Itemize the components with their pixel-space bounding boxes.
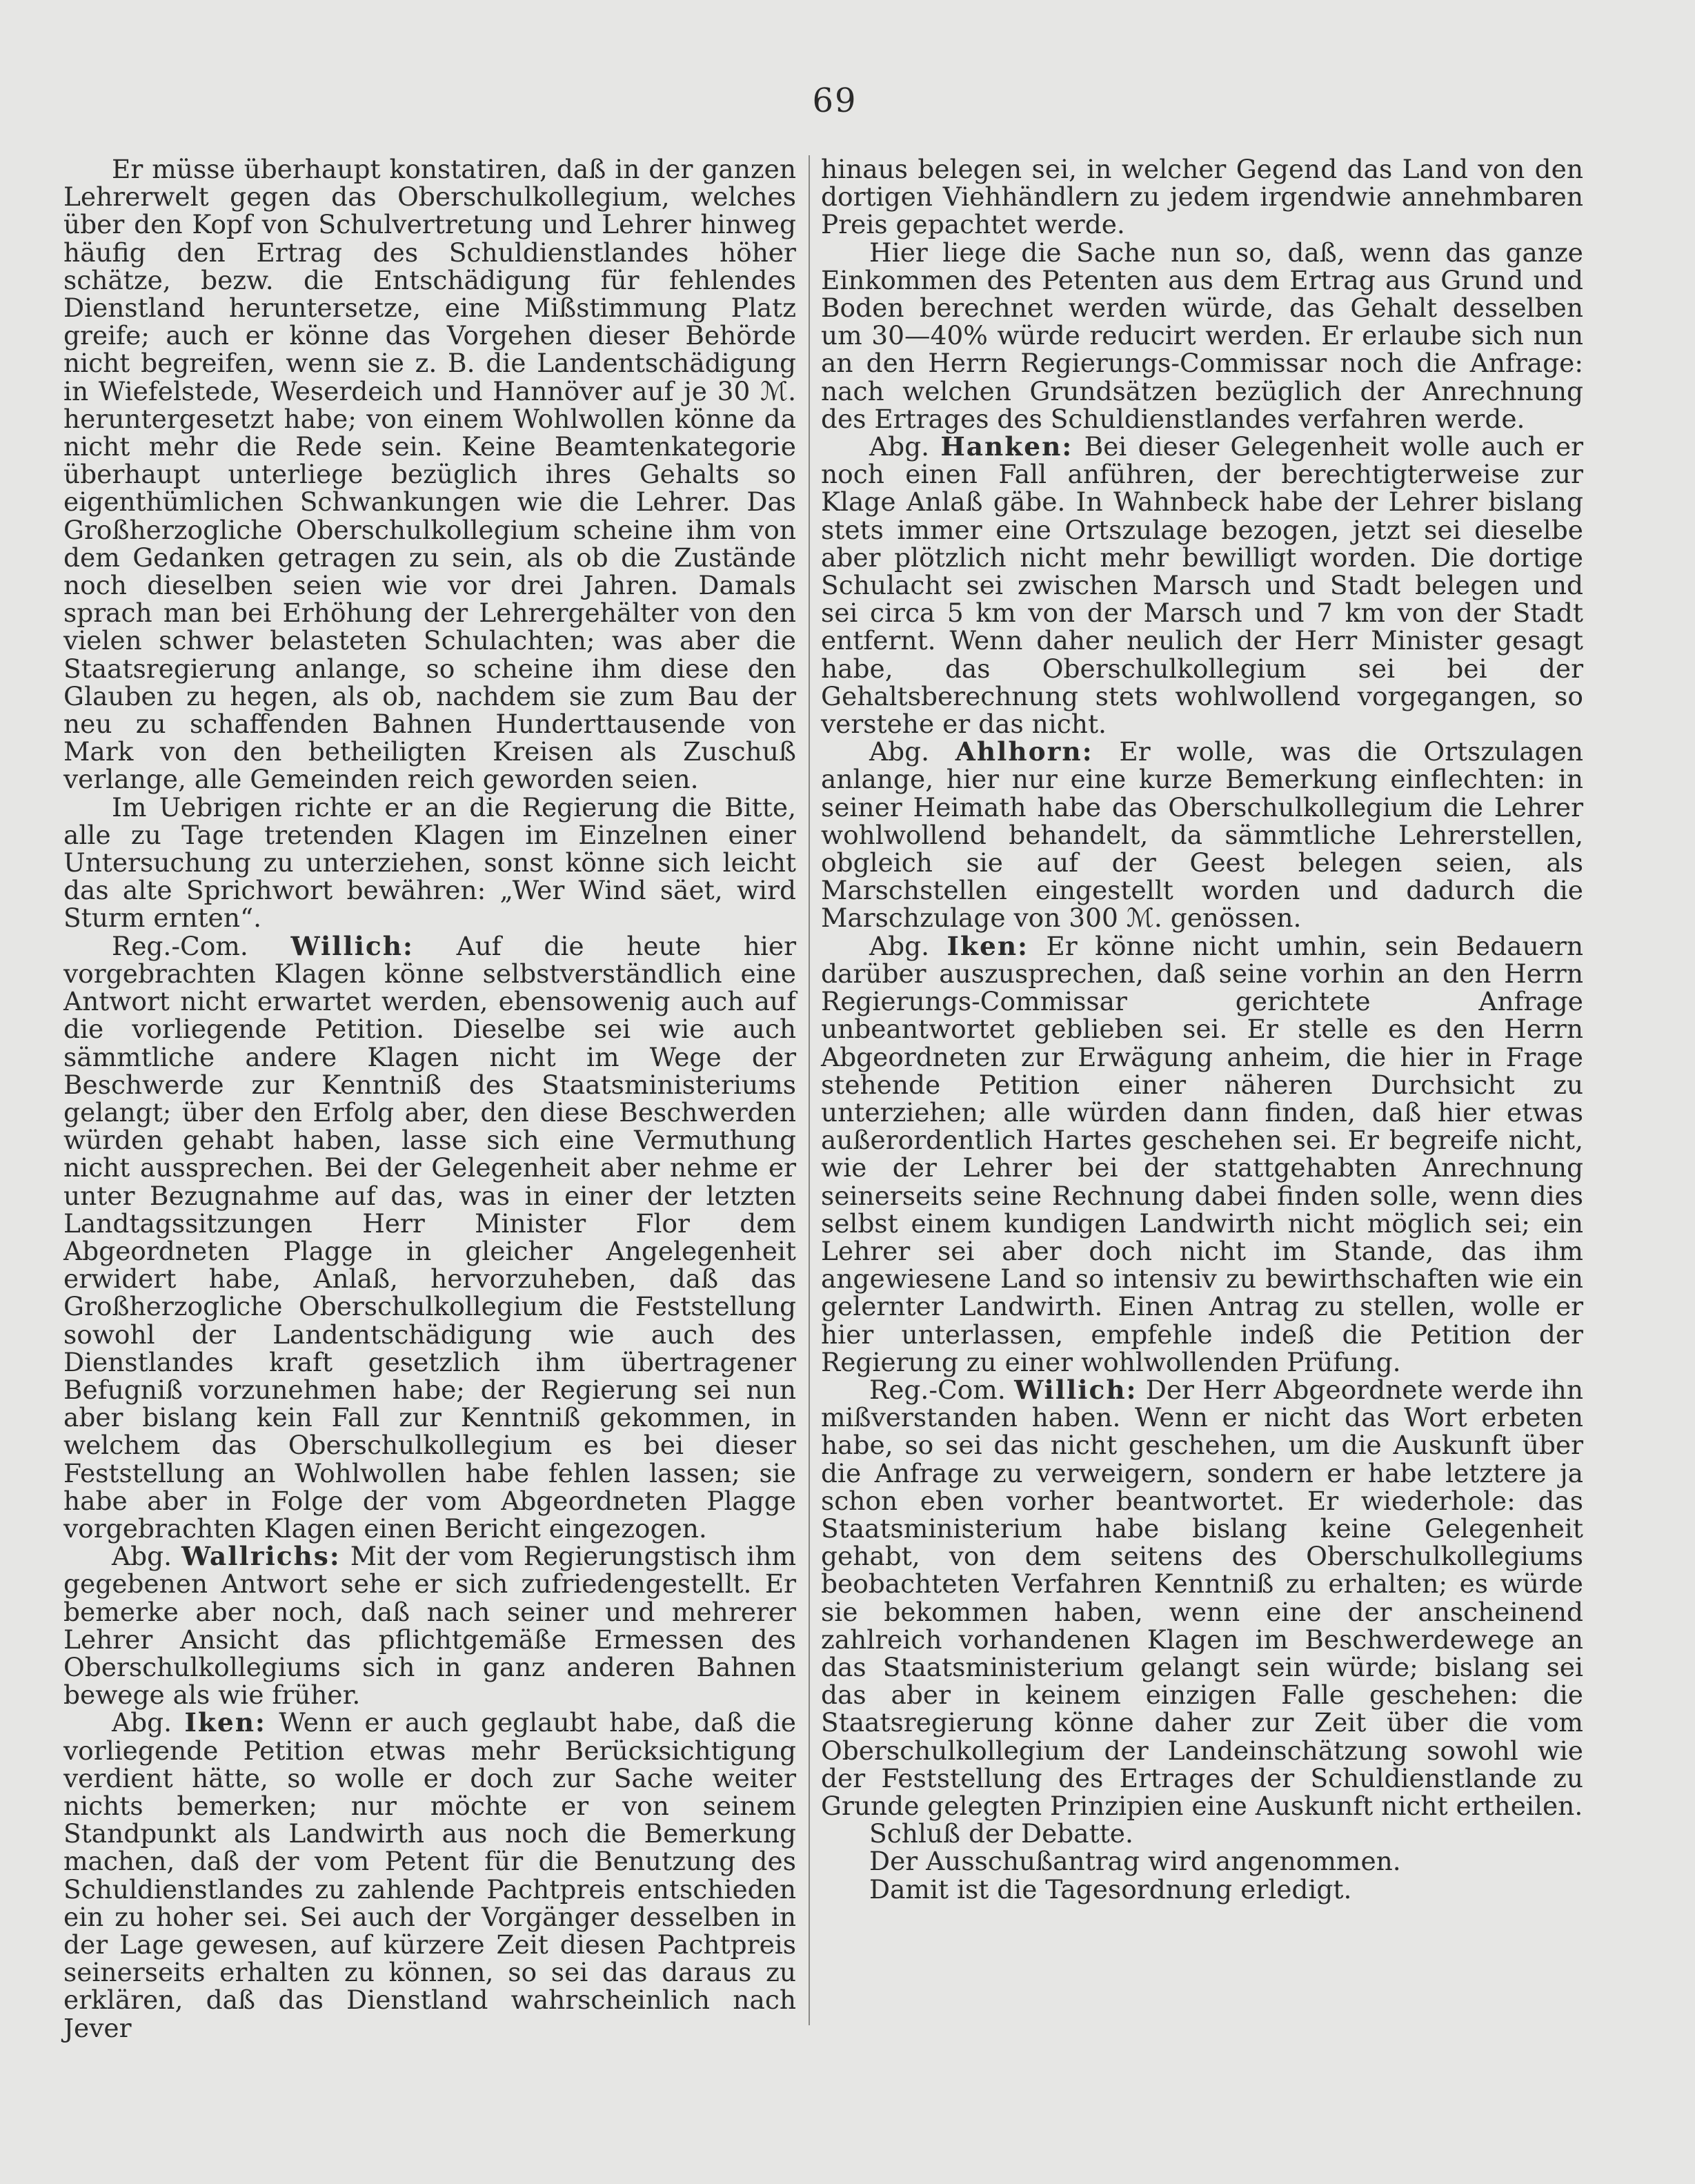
paragraph xyxy=(63,932,796,1542)
speaker-title: Reg.-Com. xyxy=(869,1374,1006,1405)
paragraph xyxy=(821,155,1583,239)
paragraph xyxy=(63,1709,796,2041)
paragraph-text: Er wolle, was die Ortszulagen anlange, hier nur eine kurze Bemerkung einflechten: in seiner Heimath habe das Oberschulkollegium die Lehrer wohlwollend behandelt, da sämmtliche Lehrerstellen, obgleich sie auf der Geest belegen seien, als Marschstellen eingestellt worden und dadurch die Marschzulage von 300 ℳ. genössen. xyxy=(821,736,1583,934)
paragraph-text: Er könne nicht umhin, sein Bedauern darüber auszusprechen, daß seine vorhin an den Herrn Regierungs-Commissar gerichtete Anfrage unbeantwortet geblieben sei. Er stelle es den Herrn Abgeordneten zur Erwägung anheim, die hier in Frage stehende Petition einer näheren Durchsicht zu unterziehen; alle würden dann finden, daß hier etwas außerordentlich Hartes geschehen sei. Er begreife nicht, wie der Lehrer bei der stattgehabten Anrechnung seinerseits seine Rechnung dabei finden solle, wenn dies selbst einem kundigen Landwirth nicht möglich sei; ein Lehrer sei aber doch nicht im Stande, das ihm angewiesene Land so intensiv zu bewirthschaften wie ein gelernter Landwirth. Einen Antrag zu stellen, wolle er hier unterlassen, empfehle indeß die Petition der Regierung zu einer wohlwollenden Prüfung. xyxy=(821,930,1584,1377)
speaker-name: Iken: xyxy=(184,1707,266,1738)
closing-line: Damit ist die Tagesordnung erledigt. xyxy=(869,1873,1352,1905)
paragraph-text: Wenn er auch geglaubt habe, daß die vorliegende Petition etwas mehr Berücksichtigung verdient hätte, so wolle er doch zur Sache weiter nichts bemerken; nur möchte er von seinem Standpunkt als Landwirth aus noch die Bemerkung machen, daß der vom Petent für die Benutzung des Schuldienstlandes zu zahlende Pachtpreis entschieden ein zu hoher sei. Sei auch der Vorgänger desselben in der Lage gewesen, auf kürzere Zeit diesen Pachtpreis seinerseits erhalten zu können, so sei das daraus zu erklären, daß das Dienstland wahrscheinlich nach Jever xyxy=(63,1707,797,2043)
speaker-title: Abg. xyxy=(112,1541,172,1572)
speaker-name: Willich: xyxy=(1014,1374,1138,1405)
paragraph xyxy=(63,791,796,934)
speaker-title: Abg. xyxy=(112,1707,172,1738)
paragraph xyxy=(821,932,1583,1376)
paragraph-text: Im Uebrigen richte er an die Regierung die Bitte, alle zu Tage tretenden Klagen im Einzelnen einer Untersuchung zu unterziehen, sonst könne sich leicht das alte Sprichwort bewähren: „Wer Wind säet, wird Sturm ernten“. xyxy=(63,791,796,934)
speaker-title: Abg. xyxy=(869,736,930,767)
right-column xyxy=(821,155,1583,1903)
paragraph-text: Auf die heute hier vorgebrachten Klagen könne selbstverständlich eine Antwort nicht erwartet werden, ebensowenig auch auf die vorliegende Petition. Dieselbe sei wie auch sämmtliche andere Klagen nicht im Wege der Beschwerde zur Kenntniß des Staatsministeriums gelangt; über den Erfolg aber, den diese Beschwerden würden gehabt haben, lasse sich eine Vermuthung nicht aussprechen. Bei der Gelegenheit aber nehme er unter Bezugnahme auf das, was in einer der letzten Landtagssitzungen Herr Minister Flor dem Abgeordneten Plagge in gleicher Angelegenheit erwidert habe, Anlaß, hervorzuheben, daß das Großherzogliche Oberschulkollegium die Feststellung sowohl der Landentschädigung wie auch des Dienstlandes kraft gesetzlich ihm übertragener Befugniß vorzunehmen habe; der Regierung sei nun aber bislang kein Fall zur Kenntniß gekommen, in welchem das Oberschulkollegium es bei dieser Feststellung an Wohlwollen habe fehlen lassen; sie habe aber in Folge der vom Abgeordneten Plagge vorgebrachten Klagen einen Bericht eingezogen. xyxy=(63,930,796,1544)
closing-line: Der Ausschußantrag wird angenommen. xyxy=(869,1846,1401,1877)
paragraph-text: Bei dieser Gelegenheit wolle auch er noch einen Fall anführen, der berechtigterweise zur Klage Anlaß gäbe. In Wahnbeck habe der Lehrer bislang stets immer eine Ortszulage bezogen, jetzt sei dieselbe aber plötzlich nicht mehr bewilligt worden. Die dortige Schulacht sei zwischen Marsch und Stadt belegen und sei circa 5 km von der Marsch und 7 km von der Stadt entfernt. Wenn daher neulich der Herr Minister gesagt habe, das Oberschulkollegium sei bei der Gehaltsberechnung stets wohlwollend vorgegangen, so verstehe er das nicht. xyxy=(821,431,1584,740)
paragraph-text: Hier liege die Sache nun so, daß, wenn das ganze Einkommen des Petenten aus dem Ertrag aus Grund und Boden berechnet werden würde, das Gehalt desselben um 30—40% würde reducirt werden. Er erlaube sich nun an den Herrn Regierungs-Commissar noch die Anfrage: nach welchen Grundsätzen bezüglich der Anrechnung des Ertrages des Schuldienstlandes verfahren werde. xyxy=(821,237,1583,434)
speaker-name: Ahlhorn: xyxy=(955,736,1093,767)
paragraph xyxy=(821,239,1583,433)
left-column xyxy=(63,155,796,2042)
paragraph-text: Er müsse überhaupt konstatiren, daß in der ganzen Lehrerwelt gegen das Oberschulkollegium, welches über den Kopf von Schulvertretung und Lehrer hinweg häufig den Ertrag des Schuldienstlandes höher schätze, bezw. die Entschädigung für fehlendes Dienstland heruntersetze, eine Mißstimmung Platz greife; auch er könne das Vorgehen dieser Behörde nicht begreifen, wenn sie z. B. die Landentschädigung in Wiefelstede, Weserdeich und Hannöver auf je 30 ℳ. heruntergesetzt habe; von einem Wohlwollen könne da nicht mehr die Rede sein. Keine Beamtenkategorie überhaupt unterliege bezüglich ihres Gehalts so eigenthümlichen Schwankungen wie die Lehrer. Das Großherzogliche Oberschulkollegium scheine ihm von dem Gedanken getragen zu sein, als ob die Zustände noch dieselben seien wie vor drei Jahren. Damals sprach man bei Erhöhung der Lehrergehälter von den vielen schwer belasteten Schulachten; was aber die Staatsregierung anlange, so scheine ihm diese den Glauben zu hegen, als ob, nachdem sie zum Bau der neu zu schaffenden Bahnen Hunderttausende von Mark von den betheiligten Kreisen als Zuschuß verlange, alle Gemeinden reich geworden seien. xyxy=(63,154,796,795)
paragraph-text: Mit der vom Regierungstisch ihm gegebenen Antwort sehe er sich zufriedengestellt. Er bemerke aber noch, daß nach seiner und mehrerer Lehrer Ansicht das pflichtgemäße Ermessen des Oberschulkollegiums sich in ganz anderen Bahnen bewege als wie früher. xyxy=(63,1541,797,1711)
speaker-title: Abg. xyxy=(869,930,930,961)
page-number: 69 xyxy=(812,81,858,120)
closing-line: Schluß der Debatte. xyxy=(869,1818,1133,1849)
paragraph xyxy=(63,155,796,794)
paragraph-text: Der Herr Abgeordnete werde ihn mißverstanden haben. Wenn er nicht das Wort erbeten habe, so sei das nicht geschehen, um die Auskunft über die Anfrage zu verweigern, sondern er habe letztere ja schon eben vorher beantwortet. Er wiederhole: das Staatsministerium habe bislang keine Gelegenheit gehabt, von dem seitens des Oberschulkollegiums beobachteten Verfahren Kenntniß zu erhalten; es würde sie bekommen haben, wenn eine der anscheinend zahlreich vorhandenen Klagen im Beschwerdewege an das Staatsministerium gelangt sein würde; bislang sei das aber in keinem einzigen Falle geschehen: die Staatsregierung könne daher zur Zeit über die vom Oberschulkollegium der Landeinschätzung sowohl wie der Feststellung des Ertrages der Schuldienstlande zu Grunde gelegten Prinzipien eine Auskunft nicht ertheilen. xyxy=(821,1374,1583,1821)
speaker-title: Reg.-Com. xyxy=(112,930,248,961)
speaker-name: Hanken: xyxy=(940,431,1073,462)
speaker-name: Willich: xyxy=(290,930,414,961)
speaker-title: Abg. xyxy=(869,431,930,462)
paragraph xyxy=(821,1376,1583,1820)
paragraph xyxy=(63,1542,796,1709)
paragraph xyxy=(821,738,1583,932)
speaker-name: Iken: xyxy=(946,930,1029,961)
paragraph-text: hinaus belegen sei, in welcher Gegend das Land von den dortigen Viehhändlern zu jedem irgendwie annehmbaren Preis gepachtet werde. xyxy=(821,154,1583,240)
column-divider xyxy=(809,155,810,2025)
paragraph xyxy=(821,433,1583,738)
speaker-name: Wallrichs: xyxy=(181,1541,341,1572)
